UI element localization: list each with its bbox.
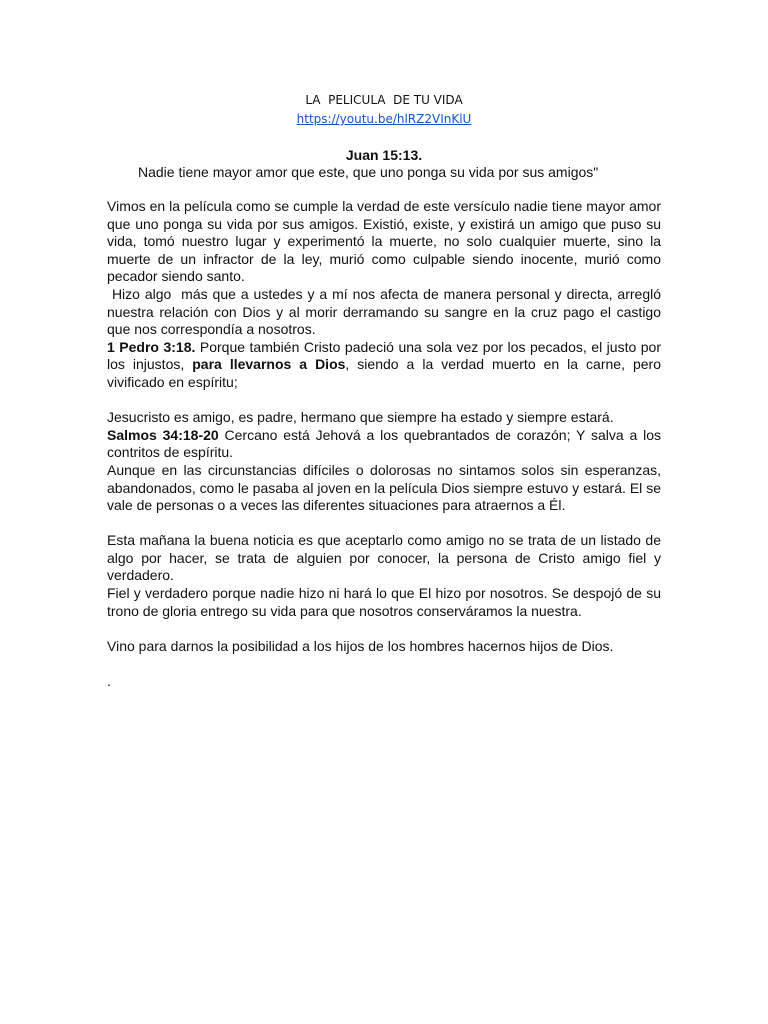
paragraph-7: Esta mañana la buena noticia es que aceptarlo como amigo no se trata de un listado de algo por hacer, se trata de alguien por conocer, la persona de Cristo amigo fiel y verdadero. [107, 532, 661, 584]
blank-line [107, 392, 661, 410]
document-body [107, 198, 665, 691]
blank-line [107, 620, 661, 638]
paragraph-2: Hizo algo más que a ustedes y a mí nos afecta de manera personal y directa, arregló nuestra relación con Dios y al morir derramando su sangre en la cruz pago el castigo que nos correspondía a nosotros. [107, 285, 665, 338]
paragraph-3 [107, 339, 661, 392]
document-title: LA PELICULA DE TU VIDA [305, 93, 463, 107]
paragraph-8: Fiel y verdadero porque nadie hizo ni hará lo que El hizo por nosotros. Se despojó de su trono de gloria entrego su vida para que nosotros conserváramos la nuestra. [107, 585, 661, 619]
blank-line [107, 515, 661, 533]
paragraph-3-text-a: Porque también Cristo padeció una sola vez por los pecados, el justo por los injustos, [107, 338, 661, 373]
blank-line [107, 655, 661, 673]
verse-text: Nadie tiene mayor amor que este, que uno ponga su vida por sus amigos" [138, 164, 599, 180]
verse-reference: Juan 15:13. [345, 147, 423, 163]
paragraph-5 [107, 427, 661, 462]
paragraph-5-text: Cercano está Jehová a los quebrantados de corazón; Y salva a los contritos de espíritu. [107, 426, 661, 461]
scripture-reference-1-pedro: 1 Pedro 3:18. [107, 338, 196, 355]
video-link-line [0, 110, 768, 128]
paragraph-4: Jesucristo es amigo, es padre, hermano que siempre ha estado y siempre estará. [107, 409, 614, 426]
paragraph-3-text-b: , siendo a la verdad muerto en la carne, pero vivificado en espíritu; [107, 356, 661, 390]
paragraph-1: Vimos en la película como se cumple la verdad de este versículo nadie tiene mayor amor que uno ponga su vida por sus amigos. Existió, existe, y existirá un amigo que puso su vida, tomó nuestro lugar y experimentó la muerte, no solo cualquier muerte, sino la muerte de un infractor de la ley, murió como culpable siendo inocente, murió como pecador siendo santo. [107, 198, 661, 285]
scripture-reference-salmos: Salmos 34:18-20 [107, 426, 219, 443]
paragraph-10: . [107, 673, 111, 690]
paragraph-3-bold: para llevarnos a Dios [192, 356, 346, 373]
paragraph-9: Vino para darnos la posibilidad a los hijos de los hombres hacernos hijos de Dios. [107, 637, 614, 654]
video-link[interactable]: https://youtu.be/hlRZ2VInKlU [296, 112, 472, 126]
paragraph-6: Aunque en las circunstancias difíciles o dolorosas no sintamos solos sin esperanzas, abandonados, como le pasaba al joven en la película Dios siempre estuvo y estará. El se vale de personas o a veces las diferentes situaciones para atraernos a Él. [107, 461, 661, 514]
